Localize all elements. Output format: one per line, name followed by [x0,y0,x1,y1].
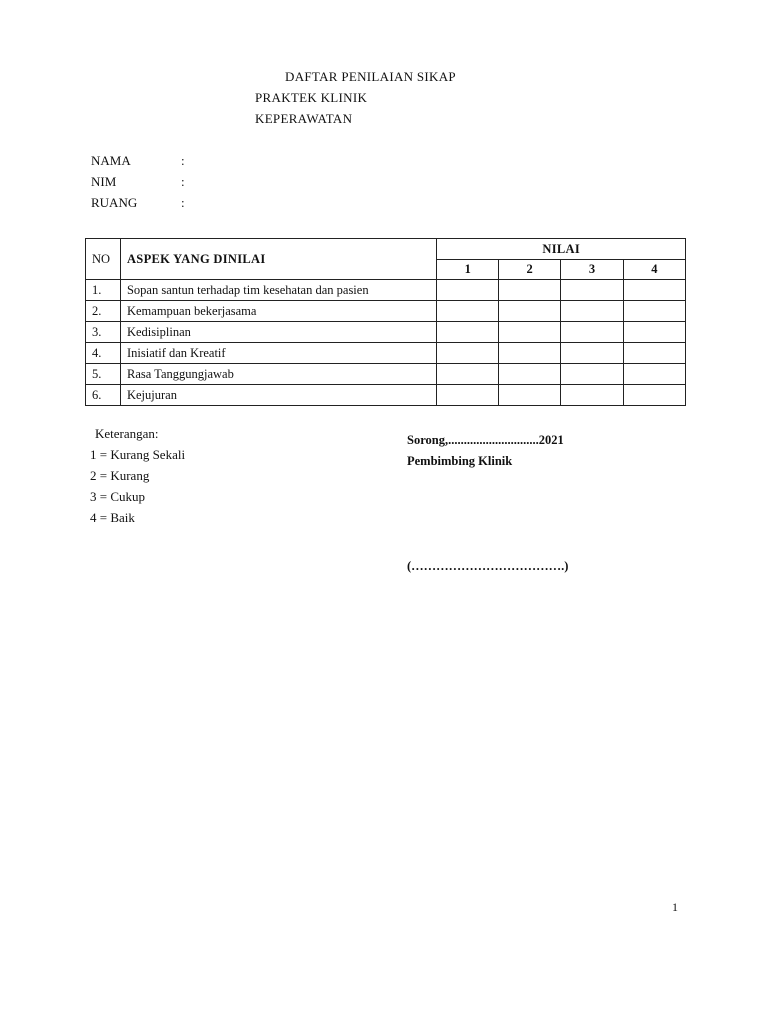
header-aspect: ASPEK YANG DINILAI [120,239,436,280]
score-cell[interactable] [437,364,499,385]
row-aspect: Kemampuan bekerjasama [120,301,436,322]
table-row [86,364,686,385]
score-cell[interactable] [561,385,624,406]
score-cell[interactable] [499,301,561,322]
header-no: NO [86,239,121,280]
score-cell[interactable] [499,322,561,343]
table-row [86,301,686,322]
row-number: 3. [86,322,121,343]
score-cell[interactable] [624,343,686,364]
place-date: Sorong,.............................2021 [407,433,564,447]
row-aspect: Kedisiplinan [120,322,436,343]
score-col-4: 4 [624,260,686,280]
score-cell[interactable] [437,385,499,406]
score-cell[interactable] [437,343,499,364]
legend-item: 2 = Kurang [90,468,150,483]
score-cell[interactable] [499,343,561,364]
score-col-1: 1 [437,260,499,280]
row-number: 5. [86,364,121,385]
row-aspect: Sopan santun terhadap tim kesehatan dan pasien [120,280,436,301]
score-cell[interactable] [499,385,561,406]
field-nim-label: NIM [91,174,117,189]
field-nama-separator: : [181,153,185,168]
signer-role: Pembimbing Klinik [407,454,513,468]
assessment-table [85,238,686,406]
signature-name-line: (……………………………….) [407,559,569,573]
score-cell[interactable] [499,280,561,301]
row-aspect: Inisiatif dan Kreatif [120,343,436,364]
page-number: 1 [672,900,678,914]
score-cell[interactable] [561,301,624,322]
score-cell[interactable] [437,301,499,322]
table-row [86,322,686,343]
header-score: NILAI [437,239,686,260]
score-cell[interactable] [561,343,624,364]
row-number: 2. [86,301,121,322]
document-subtitle-2: KEPERAWATAN [255,111,353,126]
document-title: DAFTAR PENILAIAN SIKAP [285,69,456,84]
field-nama-label: NAMA [91,153,131,168]
row-number: 1. [86,280,121,301]
score-cell[interactable] [561,280,624,301]
row-aspect: Kejujuran [120,385,436,406]
score-cell[interactable] [624,301,686,322]
score-cell[interactable] [437,280,499,301]
document-subtitle: PRAKTEK KLINIK [255,90,368,105]
score-col-2: 2 [499,260,561,280]
field-ruang-label: RUANG [91,195,138,210]
field-ruang-separator: : [181,195,185,210]
score-cell[interactable] [624,280,686,301]
score-cell[interactable] [499,364,561,385]
legend-item: 3 = Cukup [90,489,146,504]
table-row [86,385,686,406]
row-number: 6. [86,385,121,406]
legend-item: 1 = Kurang Sekali [90,447,186,462]
score-cell[interactable] [624,322,686,343]
table-row [86,280,686,301]
legend-heading: Keterangan: [95,426,159,441]
score-cell[interactable] [561,364,624,385]
score-cell[interactable] [624,364,686,385]
score-cell[interactable] [624,385,686,406]
score-cell[interactable] [561,322,624,343]
legend-item: 4 = Baik [90,510,135,525]
row-aspect: Rasa Tanggungjawab [120,364,436,385]
field-nim-separator: : [181,174,185,189]
table-row [86,343,686,364]
score-col-3: 3 [561,260,624,280]
score-cell[interactable] [437,322,499,343]
row-number: 4. [86,343,121,364]
